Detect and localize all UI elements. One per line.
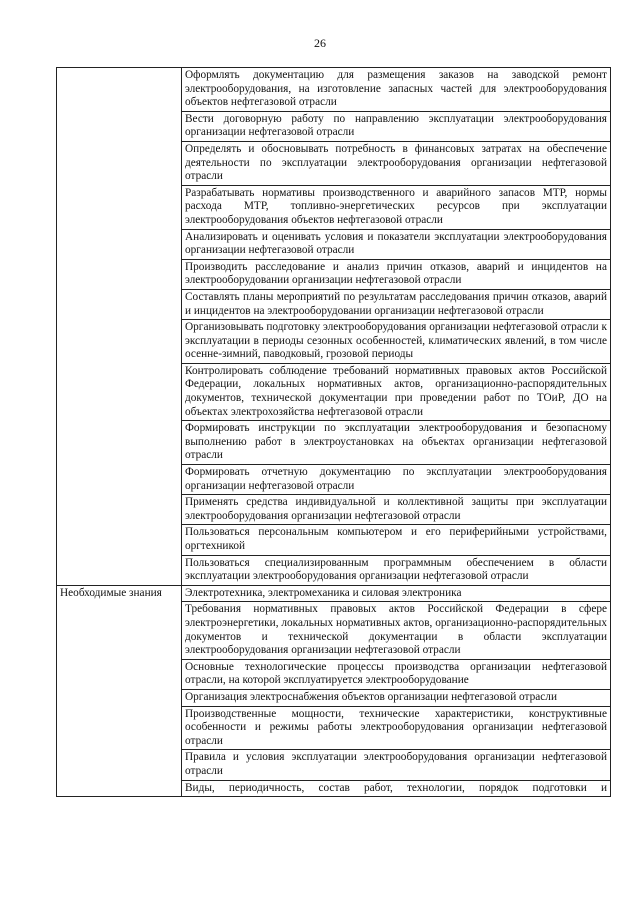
skill-item: Организовывать подготовку электрооборудования организации нефтегазовой отрасли к эксплуатации в периоды сезонных особенностей, климатических явлений, в том числе осенне-зимний, паводковый, грозовой периоды: [182, 320, 611, 364]
skill-item: Пользоваться персональным компьютером и его периферийными устройствами, оргтехникой: [182, 525, 611, 555]
table-row: [57, 585, 611, 602]
page-number: 26: [314, 36, 326, 50]
knowledge-item: Организация электроснабжения объектов организации нефтегазовой отрасли: [182, 689, 611, 706]
skill-item: Определять и обосновывать потребность в финансовых затратах на обеспечение деятельности по эксплуатации электрооборудования организации нефтегазовой отрасли: [182, 141, 611, 185]
table-row: [57, 68, 611, 112]
row-label-knowledge: Необходимые знания: [57, 585, 182, 796]
skill-item: Анализировать и оценивать условия и показатели эксплуатации электрооборудования организации нефтегазовой отрасли: [182, 229, 611, 259]
knowledge-item: Виды, периодичность, состав работ, технологии, порядок подготовки и: [182, 780, 611, 797]
skill-item: Составлять планы мероприятий по результатам расследования причин отказов, аварий и инцидентов на электрооборудовании организации нефтегазовой отрасли: [182, 289, 611, 319]
skill-item: Разрабатывать нормативы производственного и аварийного запасов МТР, нормы расхода МТР, топливно-энергетических ресурсов при эксплуатации электрооборудования объектов нефтегазовой отрасли: [182, 185, 611, 229]
row-label: [57, 68, 182, 586]
skill-item: Вести договорную работу по направлению эксплуатации электрооборудования организации нефтегазовой отрасли: [182, 111, 611, 141]
skill-item: Формировать инструкции по эксплуатации электрооборудования и безопасному выполнению работ в электроустановках на объектах организации нефтегазовой отрасли: [182, 421, 611, 465]
knowledge-item: Правила и условия эксплуатации электрооборудования организации нефтегазовой отрасли: [182, 750, 611, 780]
skill-item: Оформлять документацию для размещения заказов на заводской ремонт электрооборудования, на изготовление запасных частей для электрооборудования объектов нефтегазовой отрасли: [182, 68, 611, 112]
knowledge-item: Требования нормативных правовых актов Российской Федерации в сфере электроэнергетики, локальных нормативных актов, организационно-распорядительных документов и технической документации в области эксплуатации электрооборудования организации нефтегазовой отрасли: [182, 602, 611, 659]
knowledge-item: Производственные мощности, технические характеристики, конструктивные особенности и режимы работы электрооборудования организации нефтегазовой отрасли: [182, 706, 611, 750]
skill-item: Производить расследование и анализ причин отказов, аварий и инцидентов на электрооборудовании организации нефтегазовой отрасли: [182, 259, 611, 289]
skill-item: Пользоваться специализированным программным обеспечением в области эксплуатации электрооборудования организации нефтегазовой отрасли: [182, 555, 611, 585]
skill-item: Контролировать соблюдение требований нормативных правовых актов Российской Федерации, локальных нормативных актов, организационно-распорядительных документов, технической документации при проведении работ по ТОиР, ДО на объектах электрохозяйства нефтегазовой отрасли: [182, 363, 611, 420]
skill-item: Применять средства индивидуальной и коллективной защиты при эксплуатации электрооборудования организации нефтегазовой отрасли: [182, 495, 611, 525]
requirements-table: [56, 67, 611, 797]
skill-item: Формировать отчетную документацию по эксплуатации электрооборудования организации нефтегазовой отрасли: [182, 465, 611, 495]
knowledge-item: Основные технологические процессы производства организации нефтегазовой отрасли, на которой эксплуатируется электрооборудование: [182, 659, 611, 689]
knowledge-item: Электротехника, электромеханика и силовая электроника: [182, 585, 611, 602]
